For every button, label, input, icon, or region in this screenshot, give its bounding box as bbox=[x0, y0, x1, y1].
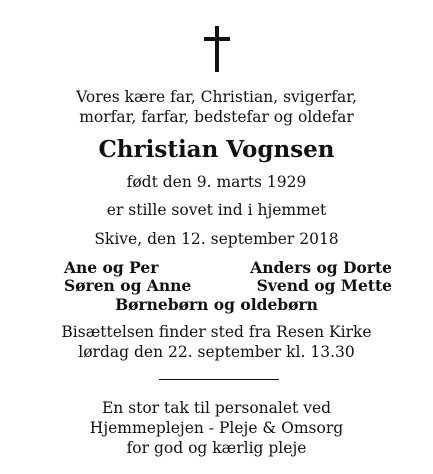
birth-date: født den 9. marts 1929 bbox=[126, 173, 307, 191]
grandchildren-line: Børnebørn og oldebørn bbox=[115, 295, 318, 314]
intro-line-1: Vores kære far, Christian, svigerfar, bbox=[76, 88, 357, 106]
family-left-1: Ane og Per bbox=[64, 258, 159, 277]
family-right-1: Anders og Dorte bbox=[250, 258, 392, 277]
place-and-date: Skive, den 12. september 2018 bbox=[94, 230, 339, 248]
funeral-line-2: lørdag den 22. september kl. 13.30 bbox=[78, 343, 355, 361]
thanks-line-2: Hjemmeplejen - Pleje & Omsorg bbox=[89, 419, 344, 437]
deceased-name: Christian Vognsen bbox=[98, 136, 335, 163]
thanks-line-1: En stor tak til personalet ved bbox=[101, 399, 332, 417]
intro-line-2: morfar, farfar, bedstefar og oldefar bbox=[79, 108, 354, 126]
family-right-2: Svend og Mette bbox=[256, 276, 392, 295]
thanks-line-3: for god og kærlig pleje bbox=[126, 439, 307, 457]
divider-line bbox=[159, 379, 279, 380]
funeral-line-1: Bisættelsen finder sted fra Resen Kirke bbox=[61, 323, 372, 341]
passing-text: er stille sovet ind i hjemmet bbox=[106, 201, 327, 219]
family-left-2: Søren og Anne bbox=[64, 276, 192, 295]
cross-icon bbox=[204, 26, 230, 72]
